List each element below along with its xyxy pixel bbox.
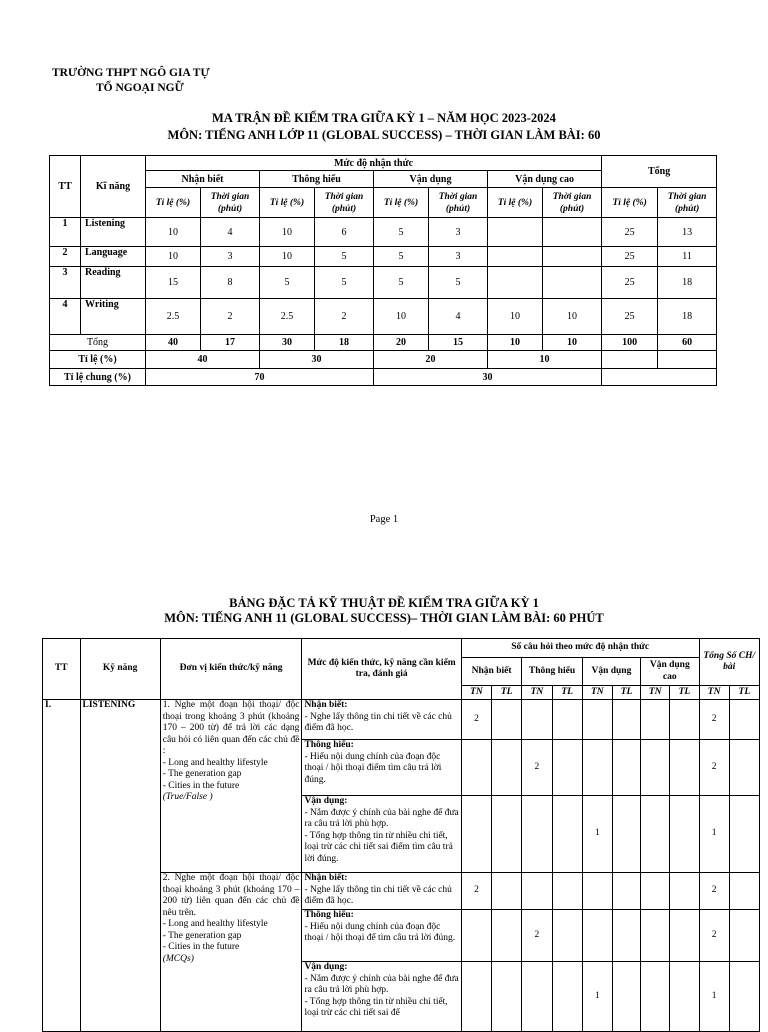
row-tt: 2 — [50, 247, 81, 267]
cell: 6 — [315, 218, 374, 247]
cell: 5 — [374, 218, 429, 247]
cell: 5 — [374, 267, 429, 299]
level-desc — [302, 873, 461, 910]
row-tt: 4 — [50, 299, 81, 335]
tl-header: TL — [729, 686, 759, 700]
school-name: TRƯỜNG THPT NGÔ GIA TỰ — [52, 67, 210, 79]
level-text: - Tổng hợp thông tin từ nhiều chi tiết, loại trừ các chi tiết sai điểm tìm câu trả lời đúng. — [304, 830, 453, 864]
matrix-header-nb: Nhận biết — [146, 171, 260, 188]
unit-2-text: 2. Nghe một đoạn hội thoại/ độc thoại khoảng 3 phút (khoảng 170 – 200 từ) liên quan đến các chủ đề nêu trên. — [162, 873, 300, 918]
level-desc — [302, 910, 461, 962]
level-desc — [302, 700, 461, 740]
cell: 20 — [374, 335, 429, 351]
cell: 10 — [488, 351, 602, 369]
matrix-title: MA TRẬN ĐỀ KIỂM TRA GIỮA KỲ 1 – NĂM HỌC 2023-2024 — [212, 111, 556, 125]
cell: 3 — [429, 218, 488, 247]
cell: 40 — [146, 335, 201, 351]
cell — [543, 267, 602, 299]
row-skill: Language — [81, 247, 146, 267]
cell: 1 — [699, 796, 729, 873]
cell: 100 — [602, 335, 658, 351]
cell: 5 — [260, 267, 315, 299]
cell: 11 — [658, 247, 717, 267]
spec-header-th: Thông hiểu — [522, 658, 582, 686]
table-row — [50, 299, 717, 335]
cell: 8 — [201, 267, 260, 299]
cell — [543, 247, 602, 267]
cell: 2 — [699, 740, 729, 796]
cell — [461, 796, 491, 873]
cell: 10 — [488, 299, 543, 335]
cell — [522, 796, 552, 873]
rate-label: Tỉ lệ (%) — [50, 351, 146, 369]
row-skill: Listening — [81, 218, 146, 247]
level-label: Thông hiểu: — [304, 740, 354, 750]
cell: 5 — [315, 247, 374, 267]
cell — [488, 218, 543, 247]
cell: 70 — [146, 369, 374, 386]
cell: 25 — [602, 299, 658, 335]
cell: 2 — [522, 740, 552, 796]
department-name: TỔ NGOẠI NGỮ — [96, 82, 184, 94]
level-label: Nhận biết: — [304, 873, 348, 883]
tn-header: TN — [582, 686, 612, 700]
row-tt: 1 — [50, 218, 81, 247]
spec-title: BẢNG ĐẶC TẢ KỸ THUẬT ĐỀ KIỂM TRA GIỮA KỲ 1 — [229, 596, 539, 610]
tn-header: TN — [641, 686, 670, 700]
cell: 5 — [315, 267, 374, 299]
table-row — [50, 247, 717, 267]
cell — [461, 962, 491, 1032]
spec-header-total: Tổng Số CH/ bài — [699, 639, 760, 686]
cell: 2 — [699, 910, 729, 962]
cell: 30 — [260, 335, 315, 351]
cell: 15 — [146, 267, 201, 299]
cell: 1 — [699, 962, 729, 1032]
unit-2-topic: - Long and healthy lifestyle — [162, 919, 268, 929]
cell: 60 — [658, 335, 717, 351]
tn-header: TN — [522, 686, 552, 700]
school-header — [52, 66, 210, 96]
level-label: Nhận biết: — [304, 700, 348, 710]
matrix-header-rate: Tỉ lệ (%) — [602, 188, 658, 218]
cell: 2 — [201, 299, 260, 335]
tn-header: TN — [699, 686, 729, 700]
matrix-header-tt: TT — [50, 156, 81, 218]
level-text: - Nghe lấy thông tin chi tiết về các chủ điểm đã học. — [304, 884, 452, 906]
cell: 25 — [602, 267, 658, 299]
unit-1 — [160, 700, 302, 873]
table-row — [43, 700, 760, 740]
spec-header-nb: Nhận biết — [461, 658, 521, 686]
tl-header: TL — [492, 686, 522, 700]
cell — [522, 700, 552, 740]
matrix-header-rate: Tỉ lệ (%) — [374, 188, 429, 218]
cell: 5 — [429, 267, 488, 299]
tl-header: TL — [612, 686, 640, 700]
unit-1-topic: - Long and healthy lifestyle — [162, 757, 268, 768]
matrix-header-time: Thời gian (phút) — [201, 188, 260, 218]
row-skill: Reading — [81, 267, 146, 299]
level-text: - Tổng hợp thông tin từ nhiều chi tiết, loại trừ các chi tiết sai để — [304, 996, 448, 1018]
level-desc — [302, 740, 461, 796]
level-text: - Nghe lấy thông tin chi tiết về các chủ điểm đã học. — [304, 711, 452, 733]
matrix-header-vd: Vận dụng — [374, 171, 488, 188]
cell: 10 — [146, 218, 201, 247]
cell: 1 — [582, 962, 612, 1032]
level-text: - Nắm được ý chính của bài nghe để đưa ra câu trả lời phù hợp. — [304, 807, 459, 829]
cell: 3 — [201, 247, 260, 267]
spec-header-tt: TT — [43, 639, 81, 700]
general-rate-label: Tỉ lệ chung (%) — [50, 369, 146, 386]
spec-subtitle: MÔN: TIẾNG ANH 11 (GLOBAL SUCCESS)– THỜI GIAN LÀM BÀI: 60 PHÚT — [164, 611, 604, 625]
section-skill: LISTENING — [80, 700, 160, 1032]
cell: 40 — [146, 351, 260, 369]
unit-2-topic: - The generation gap — [162, 930, 242, 941]
cell — [582, 740, 612, 796]
spec-header-vdc: Vận dụng cao — [641, 658, 699, 686]
cell: 30 — [260, 351, 374, 369]
matrix-header-time: Thời gian (phút) — [658, 188, 717, 218]
cell: 18 — [315, 335, 374, 351]
row-tt: 3 — [50, 267, 81, 299]
spec-header-count: Số câu hỏi theo mức độ nhận thức — [461, 639, 699, 658]
cell: 20 — [374, 351, 488, 369]
cell: 30 — [374, 369, 602, 386]
spec-header-unit: Đơn vị kiến thức/kỹ năng — [160, 639, 302, 700]
cell: 3 — [429, 247, 488, 267]
spec-header-skill: Kỹ năng — [80, 639, 160, 700]
cell: 5 — [374, 247, 429, 267]
cell: 25 — [602, 247, 658, 267]
level-label: Vận dụng: — [304, 796, 348, 806]
level-desc — [302, 796, 461, 873]
section-number: I. — [43, 700, 81, 1032]
spec-table — [42, 638, 760, 1032]
matrix-header-vdc: Vận dụng cao — [488, 171, 602, 188]
unit-1-text: 1. Nghe một đoạn hội thoại/ độc thoại trong khoảng 3 phút (khoảng 170 – 200 từ) để trả lời các dạng câu hỏi có liên quan đến các chủ đề : — [162, 700, 300, 756]
cell: 10 — [488, 335, 543, 351]
matrix-header-time: Thời gian (phút) — [429, 188, 488, 218]
unit-1-format: (True/False ) — [162, 792, 213, 802]
tn-header: TN — [461, 686, 491, 700]
cell: 10 — [374, 299, 429, 335]
spec-header-vd: Vận dụng — [582, 658, 640, 686]
cell: 1 — [582, 796, 612, 873]
rate-row — [50, 351, 717, 369]
cell — [461, 740, 491, 796]
cell — [461, 910, 491, 962]
cell: 10 — [260, 247, 315, 267]
cell — [543, 218, 602, 247]
matrix-table — [49, 155, 717, 386]
level-text: - Hiểu nội dung chính của đoạn độc thoại / hội thoại điểm tìm câu trả lời đúng. — [304, 751, 442, 785]
cell — [522, 873, 552, 910]
level-text: - Nắm được ý chính của bài nghe để đưa ra câu trả lời phù hợp. — [304, 973, 459, 995]
cell: 18 — [658, 267, 717, 299]
matrix-header-time: Thời gian (phút) — [543, 188, 602, 218]
page-number: Page 1 — [369, 514, 399, 525]
cell — [488, 267, 543, 299]
cell — [582, 910, 612, 962]
cell: 13 — [658, 218, 717, 247]
level-label: Vận dụng: — [304, 962, 348, 972]
spec-header-level: Mức độ kiến thức, kỹ năng cần kiểm tra, đánh giá — [302, 639, 461, 700]
cell — [582, 873, 612, 910]
cell: 10 — [543, 299, 602, 335]
matrix-header-th: Thông hiểu — [260, 171, 374, 188]
cell: 17 — [201, 335, 260, 351]
matrix-header-time: Thời gian (phút) — [315, 188, 374, 218]
unit-1-topic: - Cities in the future — [162, 780, 240, 791]
cell: 10 — [146, 247, 201, 267]
cell: 2 — [522, 910, 552, 962]
matrix-header-rate: Tỉ lệ (%) — [146, 188, 201, 218]
matrix-header-level: Mức độ nhận thức — [146, 156, 602, 171]
table-row — [50, 267, 717, 299]
level-label: Thông hiểu: — [304, 910, 354, 920]
cell: 10 — [260, 218, 315, 247]
cell: 15 — [429, 335, 488, 351]
cell: 2.5 — [146, 299, 201, 335]
cell — [522, 962, 552, 1032]
matrix-header-total: Tổng — [602, 156, 717, 188]
cell: 2 — [699, 873, 729, 910]
tl-header: TL — [670, 686, 699, 700]
cell: 2.5 — [260, 299, 315, 335]
cell: 2 — [315, 299, 374, 335]
matrix-subtitle: MÔN: TIẾNG ANH LỚP 11 (GLOBAL SUCCESS) – THỜI GIAN LÀM BÀI: 60 — [167, 128, 601, 142]
unit-1-topic: - The generation gap — [162, 769, 242, 779]
total-label: Tổng — [50, 335, 146, 351]
matrix-header-rate: Tỉ lệ (%) — [260, 188, 315, 218]
cell — [582, 700, 612, 740]
cell: 10 — [543, 335, 602, 351]
cell: 2 — [699, 700, 729, 740]
general-rate-row — [50, 369, 717, 386]
row-skill: Writing — [81, 299, 146, 335]
cell: 2 — [461, 873, 491, 910]
cell — [488, 247, 543, 267]
cell: 25 — [602, 218, 658, 247]
matrix-header-skill: Kĩ năng — [81, 156, 146, 218]
level-text: - Hiểu nội dung chính của đoạn độc thoại / hội thoại để tìm câu trả lời đúng. — [304, 921, 456, 943]
cell: 4 — [429, 299, 488, 335]
cell: 18 — [658, 299, 717, 335]
total-row — [50, 335, 717, 351]
unit-2 — [160, 873, 302, 1032]
matrix-header-rate: Tỉ lệ (%) — [488, 188, 543, 218]
level-desc — [302, 962, 461, 1032]
cell: 4 — [201, 218, 260, 247]
tl-header: TL — [552, 686, 582, 700]
unit-2-format: (MCQs) — [162, 953, 194, 964]
cell: 2 — [461, 700, 491, 740]
unit-2-topic: - Cities in the future — [162, 942, 240, 952]
table-row — [50, 218, 717, 247]
